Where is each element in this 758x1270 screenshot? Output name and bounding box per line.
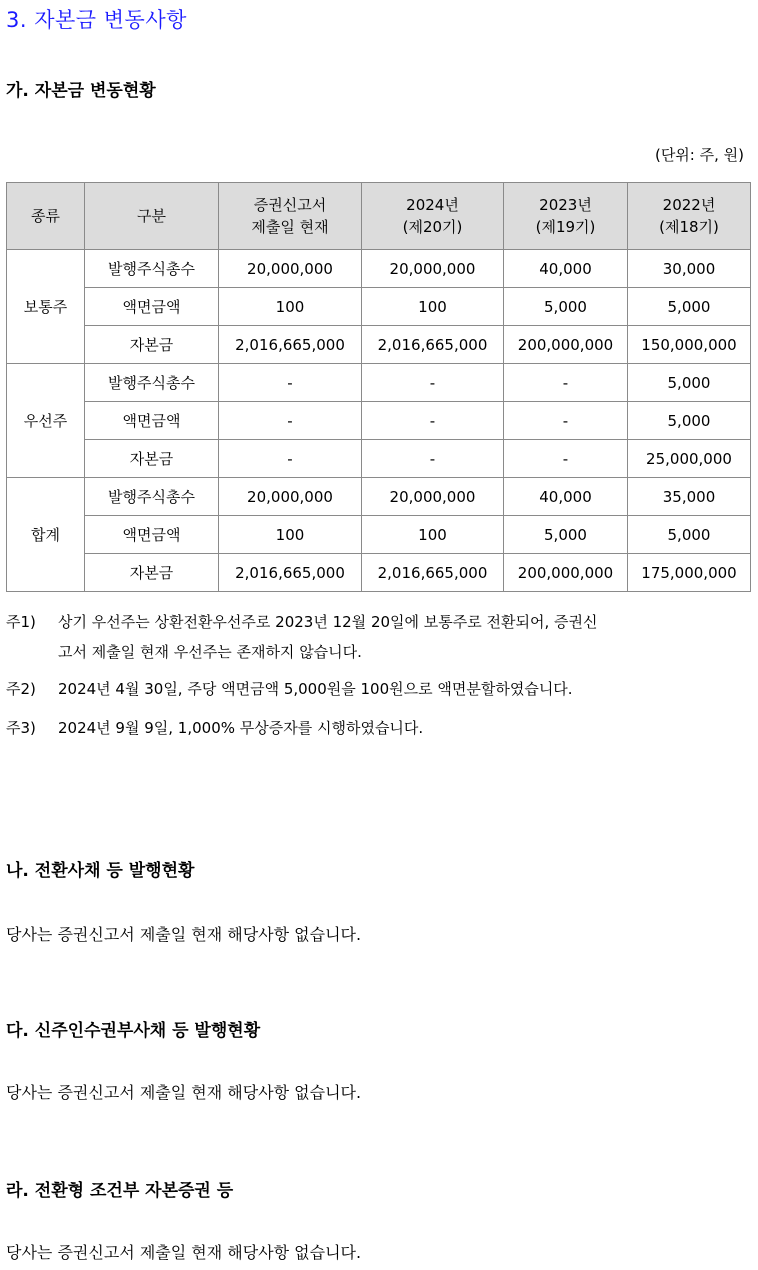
header-2024: 2024년 (제20기) [362, 183, 504, 250]
value-cell: 5,000 [628, 402, 751, 440]
value-cell: - [362, 440, 504, 478]
value-cell: - [504, 402, 628, 440]
table-row [7, 288, 751, 326]
value-cell: 150,000,000 [628, 326, 751, 364]
subsection-title-convertible-bonds: 나. 전환사채 등 발행현황 [6, 861, 195, 881]
subsection-title-contingent-capital: 라. 전환형 조건부 자본증권 등 [6, 1181, 234, 1201]
category-cell: 자본금 [85, 440, 219, 478]
value-cell: 30,000 [628, 250, 751, 288]
category-cell: 발행주식총수 [85, 478, 219, 516]
footnote-3 [6, 713, 423, 743]
value-cell: - [219, 440, 362, 478]
value-cell: 40,000 [504, 478, 628, 516]
table-row [7, 364, 751, 402]
value-cell: 5,000 [504, 516, 628, 554]
footnote-2 [6, 674, 573, 704]
value-cell: 2,016,665,000 [362, 326, 504, 364]
value-cell: 35,000 [628, 478, 751, 516]
paragraph-convertible-bonds: 당사는 증권신고서 제출일 현재 해당사항 없습니다. [6, 925, 362, 944]
table-row [7, 554, 751, 592]
footnote-label: 주1) [6, 613, 36, 631]
value-cell: 100 [219, 516, 362, 554]
value-cell: - [362, 402, 504, 440]
subsection-title-capital-changes: 가. 자본금 변동현황 [6, 81, 156, 101]
value-cell: 20,000,000 [362, 478, 504, 516]
header-filing-date: 증권신고서 제출일 현재 [219, 183, 362, 250]
value-cell: - [362, 364, 504, 402]
value-cell: 20,000,000 [219, 250, 362, 288]
header-category: 구분 [85, 183, 219, 250]
value-cell: 20,000,000 [362, 250, 504, 288]
unit-label: (단위: 주, 원) [654, 146, 744, 164]
section-title: 3. 자본금 변동사항 [6, 8, 187, 32]
value-cell: 40,000 [504, 250, 628, 288]
kind-cell: 합계 [7, 478, 85, 592]
table-row [7, 440, 751, 478]
capital-change-table [6, 182, 751, 592]
value-cell: - [504, 364, 628, 402]
value-cell: - [219, 364, 362, 402]
header-2023: 2023년 (제19기) [504, 183, 628, 250]
value-cell: 200,000,000 [504, 554, 628, 592]
value-cell: 5,000 [628, 516, 751, 554]
value-cell: 100 [362, 288, 504, 326]
table-row [7, 402, 751, 440]
header-kind: 종류 [7, 183, 85, 250]
subsection-title-bond-with-warrants: 다. 신주인수권부사채 등 발행현황 [6, 1021, 261, 1041]
kind-cell: 우선주 [7, 364, 85, 478]
table-row [7, 326, 751, 364]
value-cell: 5,000 [628, 288, 751, 326]
paragraph-contingent-capital: 당사는 증권신고서 제출일 현재 해당사항 없습니다. [6, 1243, 362, 1262]
value-cell: 20,000,000 [219, 478, 362, 516]
table-row [7, 478, 751, 516]
footnote-text: 2024년 9월 9일, 1,000% 무상증자를 시행하였습니다. [58, 719, 424, 737]
category-cell: 액면금액 [85, 288, 219, 326]
value-cell: 2,016,665,000 [219, 326, 362, 364]
table-row [7, 250, 751, 288]
category-cell: 자본금 [85, 326, 219, 364]
header-2022: 2022년 (제18기) [628, 183, 751, 250]
value-cell: 175,000,000 [628, 554, 751, 592]
value-cell: 2,016,665,000 [362, 554, 504, 592]
category-cell: 발행주식총수 [85, 250, 219, 288]
footnote-label: 주3) [6, 719, 36, 737]
footnote-label: 주2) [6, 680, 36, 698]
paragraph-bond-with-warrants: 당사는 증권신고서 제출일 현재 해당사항 없습니다. [6, 1083, 362, 1102]
table-row [7, 516, 751, 554]
kind-cell: 보통주 [7, 250, 85, 364]
value-cell: 2,016,665,000 [219, 554, 362, 592]
category-cell: 액면금액 [85, 402, 219, 440]
table-header-row [7, 183, 751, 250]
value-cell: 25,000,000 [628, 440, 751, 478]
value-cell: 5,000 [628, 364, 751, 402]
footnote-text: 2024년 4월 30일, 주당 액면금액 5,000원을 100원으로 액면분할하였습니다. [58, 680, 573, 698]
value-cell: 200,000,000 [504, 326, 628, 364]
category-cell: 발행주식총수 [85, 364, 219, 402]
value-cell: 100 [219, 288, 362, 326]
footnote-1 [6, 607, 597, 667]
value-cell: 100 [362, 516, 504, 554]
value-cell: - [219, 402, 362, 440]
value-cell: 5,000 [504, 288, 628, 326]
category-cell: 자본금 [85, 554, 219, 592]
footnote-text-continued: 고서 제출일 현재 우선주는 존재하지 않습니다. [58, 643, 362, 661]
category-cell: 액면금액 [85, 516, 219, 554]
value-cell: - [504, 440, 628, 478]
footnote-text: 상기 우선주는 상환전환우선주로 2023년 12월 20일에 보통주로 전환되어, 증권신 [58, 613, 598, 631]
